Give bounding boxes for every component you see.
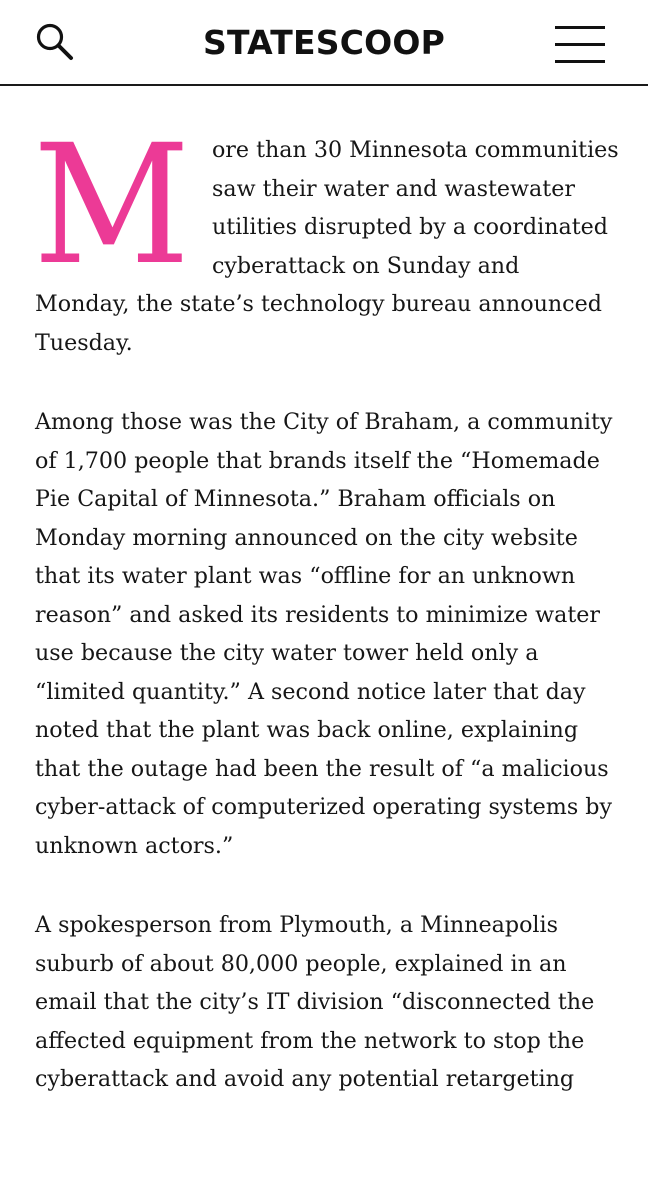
article-body	[33, 109, 620, 1140]
article-paragraph-1	[33, 109, 620, 362]
hamburger-menu-icon	[555, 26, 605, 29]
article-paragraph-2: Among those was the City of Braham, a community of 1,700 people that brands itself the “Homemade Pie Capital of Minnesota.” Braham officials on Monday morning announced on the city website that its water plant was “offline for an unknown reason” and asked its residents to minimize water use because the city water tower held only a “limited quantity.” A second notice later that day noted that the plant was back online, explaining that the outage had been the result of “a malicious cyber-attack of computerized operating systems by unknown actors.”	[35, 409, 613, 859]
menu-button[interactable]	[555, 26, 607, 64]
site-header	[0, 0, 648, 86]
drop-cap: M	[33, 109, 191, 301]
article-paragraph-3: A spokesperson from Plymouth, a Minneapolis suburb of about 80,000 people, explained in an email that the city’s IT division “disconnected the affected equipment from the network to stop the cyberattack and avoid any potential retargeting	[35, 912, 595, 1092]
paragraph-text: ore than 30 Minnesota communities saw their water and wastewater utilities disrupted by a coordinated cyberattack on Sunday and Monday, the state’s technology bureau announced Tuesday.	[35, 137, 619, 356]
site-logo[interactable]: STATESCOOP	[202, 23, 446, 62]
